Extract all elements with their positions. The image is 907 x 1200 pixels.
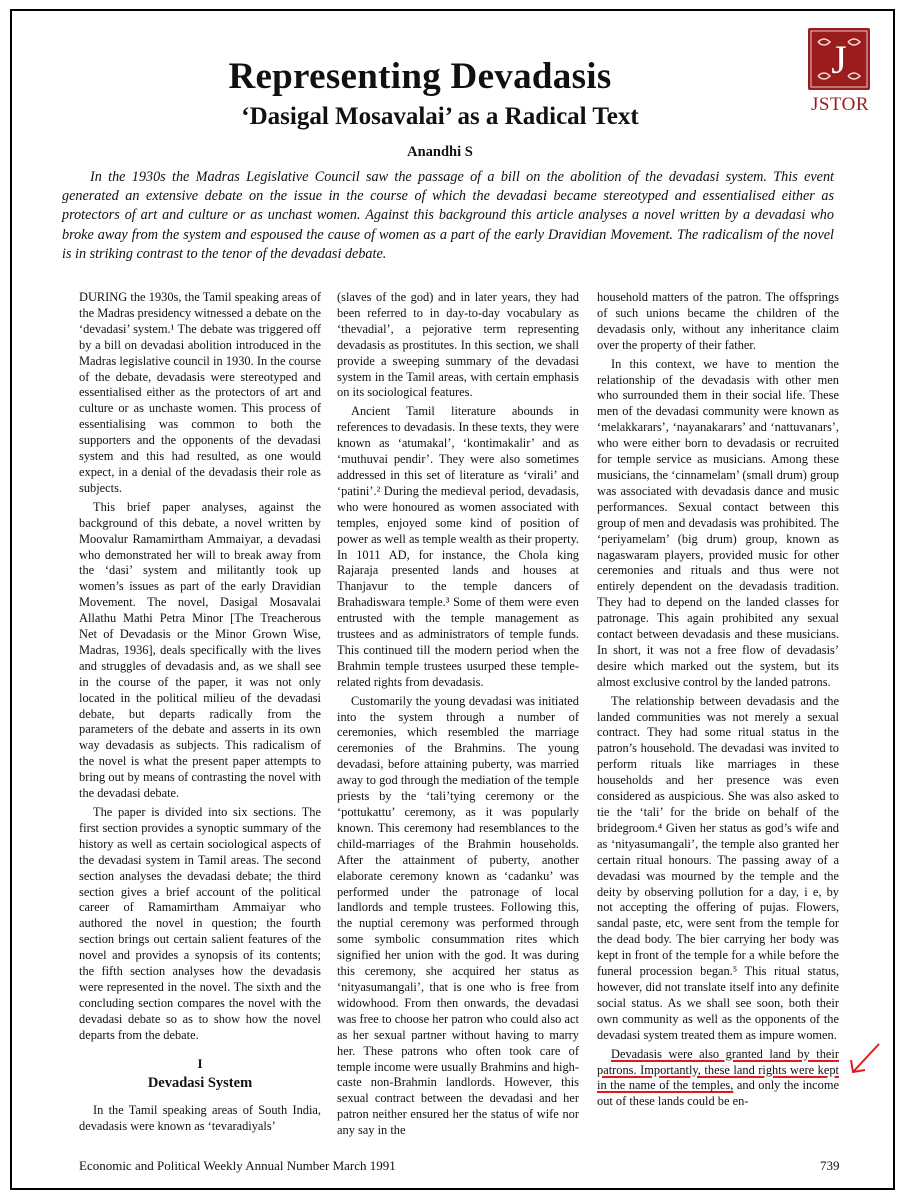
article-title: Representing Devadasis xyxy=(228,56,612,97)
article-subtitle: ‘Dasigal Mosavalai’ as a Radical Text xyxy=(241,103,639,130)
paragraph-continuation: and only the income out of these lands could be en- xyxy=(597,1078,839,1109)
jstor-j-icon xyxy=(808,28,870,90)
section-number: I xyxy=(197,1055,203,1071)
paragraph: household matters of the patron. The offsprings of such unions became the children of the devadasis only, without any inheritance claim over the property of their father. xyxy=(597,290,839,352)
highlighted-paragraph xyxy=(597,1047,839,1111)
jstor-label: JSTOR xyxy=(810,94,870,115)
paragraph: The paper is divided into six sections. The first section provides a synoptic summary of the history as well as certain sociological aspects of the devadasi system in Tamil areas. The second section analyses the devadasi debate; the third section gives a brief account of the political career of Ramamirtham Ammaiyar who authored the novel in question; the fourth section brings out certain salient features of the novel and provides a synopsis of its contents; the fifth section analyses how the devadasis were represented in the novel. The sixth and the concluding section compares the novel with the devadasi debate so as to show how the novel departs from the debate. xyxy=(79,805,321,1042)
paragraph: This brief paper analyses, against the background of this debate, a novel written by Moovalur Ramamirtham Ammaiyar, a devadasi who demonstrated her will to break away from the ‘dasi’ system and militantly took up women’s issues as part of the early Dravidian Movement. The novel, Dasigal Mosavalai Allathu Mathi Petra Minor [The Treacherous Net of Devadasis or the Minor Grown Wise, Madras, 1936], deals specifically with the lives and struggles of devadasis and, as we shall see in the course of the paper, it was not only located in the political milieu of the devadasi debate, but departs radically from the parameters of the debate and asserts in its own way devadasis as subjects. This radicalism of the novel is what the present paper attempts to bring out by means of contrasting the novel with the devadasi debate. xyxy=(79,499,321,801)
column-2 xyxy=(337,290,579,1142)
paragraph: Ancient Tamil literature abounds in references to devadasis. In these texts, they were known as ‘atumakal’, ‘kontimakalir’ and as ‘muthuvai pendir’. They were also sometimes addressed in this set of literature as ‘virali’ and ‘patini’.² During the medieval period, devadasis, who were honoured as women associated with temples, enjoyed some kind of position of power as well as temple wealth as their property. In 1011 AD, for instance, the Chola king Rajaraja presented lands and houses at Thanjavur to the temple dancers of Brahadiswara temple.³ Some of them were even entrusted with the temple management as trustees and as administrators of temple funds. This continued till the modern period when the Brahmin temple trustees usurped these temple-related rights from devadasis. xyxy=(337,404,579,689)
paragraph: In this context, we have to mention the relationship of the devadasis with other men who surrounded them in their social life. These men of the devadasi community were known as ‘melakkarars’, ‘nayanakarars’ and ‘nattuvanars’, who were either born to devadasis or recruited for temple service as musicians. Among these musicians, the ‘cinnamelam’ (small drum) group was associated with devadasis dance and music performances. Sexual contact between this group of men and devadasis was prohibited. The ‘periyamelam’ (big drum) group, known as nagaswaram players, provided music for other ceremonies and rituals and thus were not entirely dependent on the devadasis tradition. They had to depend on the landed classes for patronage. This again prohibited any sexual contact between devadasis and these musicians. In short, it was not a free flow of devadasis’ desire which marked out the system, but its almost exclusive control by the landed patrons. xyxy=(597,356,839,689)
author-name: Anandhi S xyxy=(407,144,473,160)
logo-letter: J xyxy=(831,37,847,82)
abstract: In the 1930s the Madras Legislative Council saw the passage of a bill on the abolition of the devadasi system. This event generated an extensive debate on the issue in the course of which the devadasi became stereotyped and essentialised either as protectors of art and culture or as unchast women. Against this background this article analyses a novel written by a devadasi who broke away from the system and espoused the cause of women as a part of the early Dravidian Movement. The radicalism of the novel is in striking contrast to the tenor of the devadasi debate. xyxy=(62,169,834,262)
column-1 xyxy=(79,290,321,1138)
paragraph: Customarily the young devadasi was initiated into the system through a number of ceremonies, which resembled the marriage ceremonies of the Brahmins. The young devadasi, before attaining puberty, was married away to god through the mediation of the temple priests by the ‘tali’tying ceremony or the ‘pottukattu’ ceremony, as it was popularly known. This ceremony had resemblances to the child-marriages of the Brahmin households. After the attainment of puberty, another elaborate ceremony known as ‘cadanku’ was performed under the patronage of local landlords and temple trustees. Following this, the nuptial ceremony was performed through some symbolic consummation rites which signified her union with the god. It was during this ceremony, she acquired her status as ‘nityasumangali’, that is one who is free from widowhood. From then onwards, the devadasi was free to choose her patron who could also act as her sexual partner without having to marry her. These patrons who often took care of temple income were usually Brahmins and high-caste non-Brahmin landlords. However, this sexual contract between the devadasi and her patron neither ensured her the status of wife nor any say in the xyxy=(337,693,579,1138)
journal-footer: Economic and Political Weekly Annual Number March 1991 xyxy=(79,1158,396,1173)
section-title: Devadasi System xyxy=(147,1074,253,1091)
underlined-text: Devadasis were also granted land by their patrons. Importantly, these land rights were kept in the name of the temples, xyxy=(597,1046,839,1093)
paragraph: The relationship between devadasis and the landed communities was not merely a sexual contract. They had some ritual status in the patron’s household. The devadasi was invited to perform rituals like marriages in these households and her presence was even considered as auspicious. She was also asked to tie the ‘tali’ for the bride on behalf of the bridegroom.⁴ Given her status as god’s wife and as ‘nityasumangali’, the temple also granted her certain ritual honours. The passing away of a devadasi was mourned by the temple and the deity by observing pollution for a day, i e, by not accepting the offering of pujas. Flowers, sandal paste, etc, were sent from the temple for the dead body. The bier carrying her body was kept in front of the temple for a while before the funeral procession began.⁵ This ritual status, however, did not translate itself into any definite social status. As we shall see soon, both their own community as well as the opponents of the devadasi system treated them as impure women. xyxy=(597,693,839,1042)
paragraph: DURING the 1930s, the Tamil speaking areas of the Madras presidency witnessed a debate on the ‘devadasi’ system.¹ The debate was triggered off by a bill on devadasi abolition introduced in the Madras legislative council in 1930. In the course of the debate, devadasis were stereotyped and essentialised either as the protectors of art and culture or as unchaste women. This process of essentialising was common to both the supporters and the opponents of the devadasi system and this had resulted, as one would expect, in a denial of the devadasis their role as subjects. xyxy=(79,290,321,495)
page-number: 739 xyxy=(820,1158,840,1173)
red-arrow-icon xyxy=(845,1040,885,1080)
jstor-logo[interactable] xyxy=(808,28,870,90)
paragraph: (slaves of the god) and in later years, they had been referred to in day-to-day vocabulary as ‘thevadial’, a pejorative term representing devadasis as prostitutes. In this section, we shall provide a sweeping summary of the devadasi system in the Tamil areas, with certain emphasis on its sociological features. xyxy=(337,290,579,400)
column-3 xyxy=(597,290,839,1113)
paragraph: In the Tamil speaking areas of South India, devadasis were known as ‘tevaradiyals’ xyxy=(79,1103,321,1134)
